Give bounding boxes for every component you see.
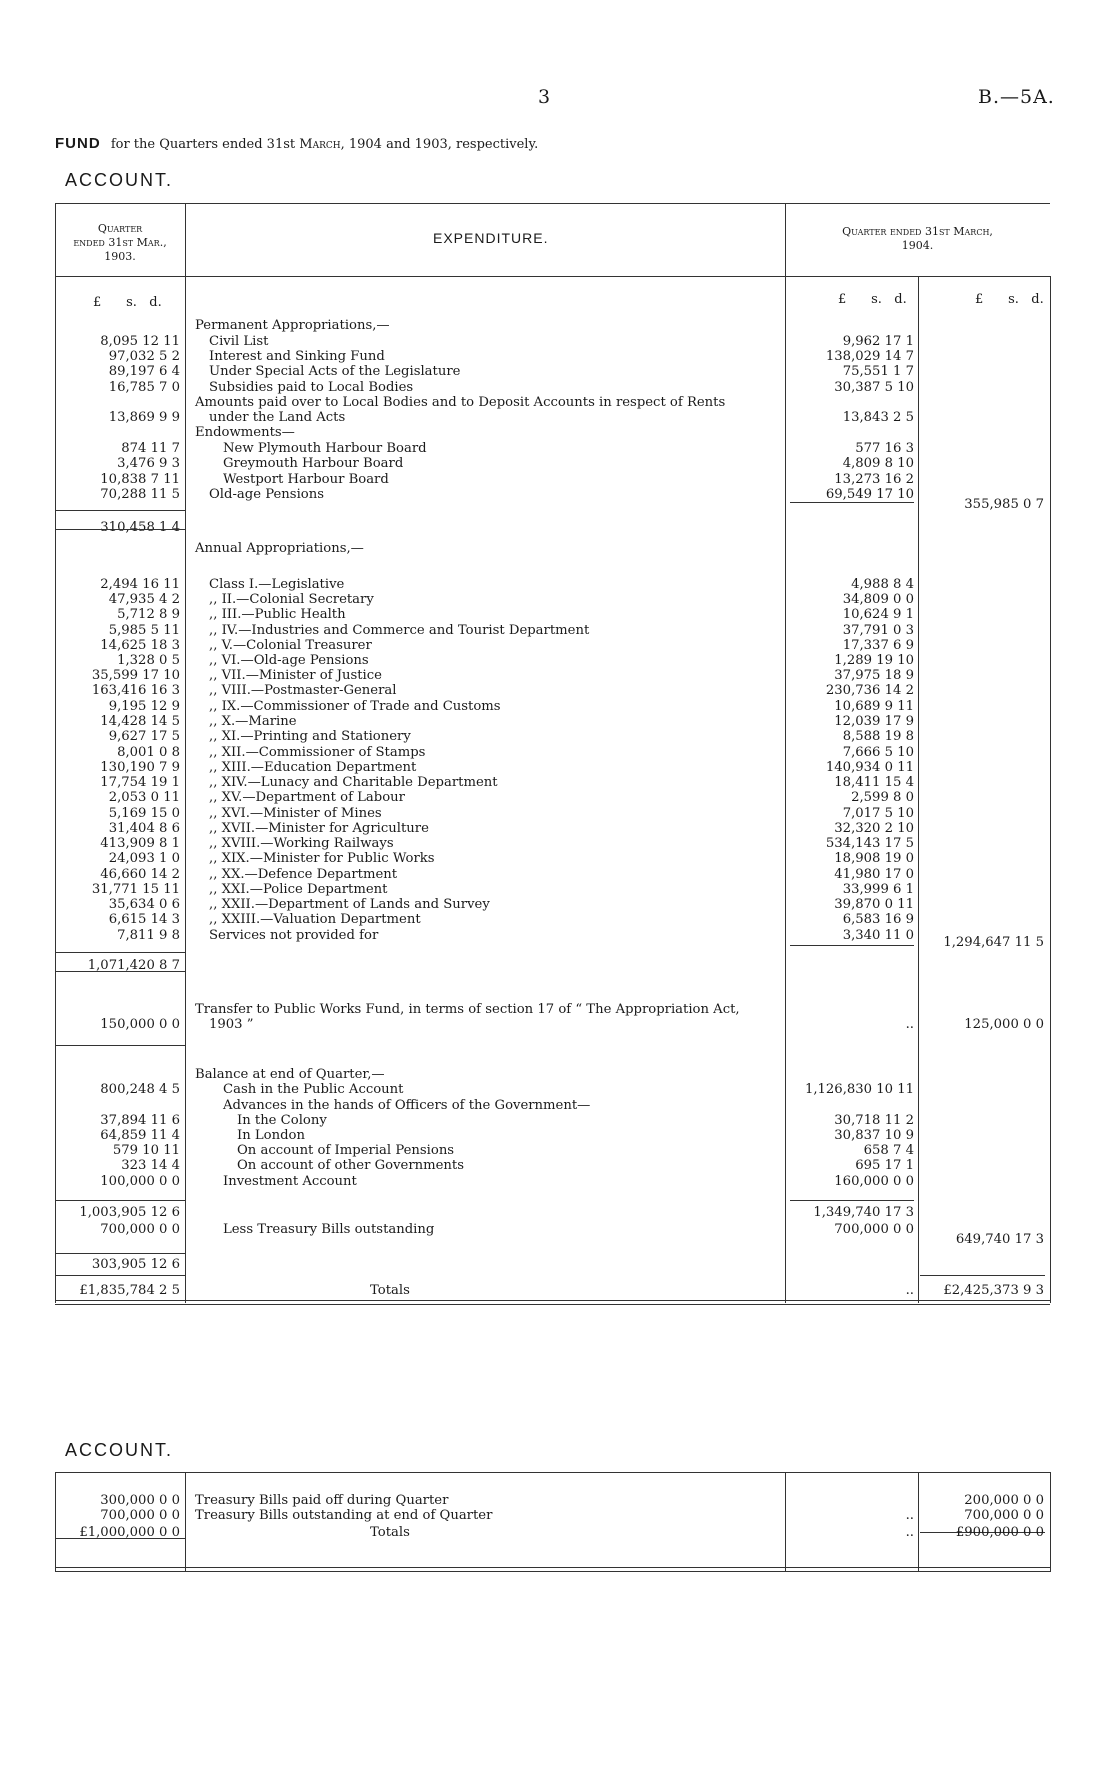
amount-1903: 97,032 5 2 bbox=[108, 349, 180, 364]
amount-1904-detail: 140,934 0 11 bbox=[825, 760, 914, 775]
amount-1904-total: 200,000 0 0 bbox=[964, 1493, 1044, 1508]
table-row bbox=[0, 1082, 1114, 1097]
amount-1903: 14,428 14 5 bbox=[100, 714, 180, 729]
amount-1904-detail: .. bbox=[905, 1017, 914, 1032]
amount-1903: 8,001 0 8 bbox=[117, 745, 180, 760]
row-label: ,, XV.—Department of Labour bbox=[209, 790, 405, 805]
row-label: ,, XX.—Defence Department bbox=[209, 867, 398, 882]
amount-1903: 1,328 0 5 bbox=[117, 653, 180, 668]
table-row bbox=[0, 1508, 1114, 1523]
amount-1903: 46,660 14 2 bbox=[100, 867, 180, 882]
row-label: under the Land Acts bbox=[209, 410, 346, 425]
amount-1903: 7,811 9 8 bbox=[117, 928, 180, 943]
amount-1904-detail: 12,039 17 9 bbox=[834, 714, 914, 729]
row-label: Permanent Appropriations,— bbox=[195, 318, 390, 333]
amount-1904-detail: .. bbox=[905, 1508, 914, 1523]
table-row bbox=[0, 441, 1114, 456]
amount-1903: 10,838 7 11 bbox=[100, 472, 180, 487]
table-row bbox=[0, 577, 1114, 592]
amount-1904-detail: 10,689 9 11 bbox=[834, 699, 914, 714]
amount-1904-total: £900,000 0 0 bbox=[955, 1525, 1044, 1540]
row-label: ,, III.—Public Health bbox=[209, 607, 346, 622]
row-label: ,, IV.—Industries and Commerce and Tourist Department bbox=[209, 623, 590, 638]
amount-1904-total: 125,000 0 0 bbox=[964, 1017, 1044, 1032]
amount-1904-detail: 9,962 17 1 bbox=[842, 334, 914, 349]
amount-1904-detail: 7,017 5 10 bbox=[842, 806, 914, 821]
table-row bbox=[0, 729, 1114, 744]
table-row bbox=[0, 456, 1114, 471]
amount-1903: 323 14 4 bbox=[121, 1158, 180, 1173]
row-label: Under Special Acts of the Legislature bbox=[209, 364, 461, 379]
amount-1903: 800,248 4 5 bbox=[100, 1082, 180, 1097]
row-label: Class I.—Legislative bbox=[209, 577, 345, 592]
table-row bbox=[0, 1493, 1114, 1508]
amount-1903: 130,190 7 9 bbox=[100, 760, 180, 775]
title-bold: FUND bbox=[55, 135, 101, 152]
amount-1904-total: £2,425,373 9 3 bbox=[943, 1283, 1044, 1298]
row-label: Old-age Pensions bbox=[209, 487, 324, 502]
table-row bbox=[0, 1113, 1114, 1128]
amount-1904-detail: 7,666 5 10 bbox=[842, 745, 914, 760]
table-row bbox=[0, 541, 1114, 556]
amount-1903: 100,000 0 0 bbox=[100, 1174, 180, 1189]
row-label: Balance at end of Quarter,— bbox=[195, 1067, 385, 1082]
amount-1904-total: 700,000 0 0 bbox=[964, 1508, 1044, 1523]
amount-1903: 579 10 11 bbox=[112, 1143, 180, 1158]
table-row bbox=[0, 1143, 1114, 1158]
table-row bbox=[0, 410, 1114, 425]
amount-1904-detail: 138,029 14 7 bbox=[825, 349, 914, 364]
table-row bbox=[0, 882, 1114, 897]
table-row bbox=[0, 1128, 1114, 1143]
table-row bbox=[0, 760, 1114, 775]
table-row bbox=[0, 935, 1114, 950]
table-row bbox=[0, 775, 1114, 790]
row-label: ,, VI.—Old-age Pensions bbox=[209, 653, 369, 668]
amount-1903: 14,625 18 3 bbox=[100, 638, 180, 653]
amount-1903: 310,458 1 4 bbox=[100, 520, 180, 535]
table-row bbox=[0, 425, 1114, 440]
table-row bbox=[0, 1232, 1114, 1247]
table-row bbox=[0, 472, 1114, 487]
table-row bbox=[0, 1098, 1114, 1113]
row-label: New Plymouth Harbour Board bbox=[223, 441, 427, 456]
amount-1904-detail: 3,340 11 0 bbox=[842, 928, 914, 943]
amount-1903: 163,416 16 3 bbox=[91, 683, 180, 698]
amount-1904-detail: 41,980 17 0 bbox=[834, 867, 914, 882]
amount-1903: 31,404 8 6 bbox=[108, 821, 180, 836]
table-row bbox=[0, 806, 1114, 821]
table-row bbox=[0, 1002, 1114, 1017]
amount-1904-total: 355,985 0 7 bbox=[964, 497, 1044, 512]
table-row bbox=[0, 714, 1114, 729]
row-label: Subsidies paid to Local Bodies bbox=[209, 380, 414, 395]
table-row bbox=[0, 745, 1114, 760]
table-row bbox=[0, 851, 1114, 866]
amount-1903: £1,000,000 0 0 bbox=[79, 1525, 180, 1540]
amount-1903: 150,000 0 0 bbox=[100, 1017, 180, 1032]
document-reference: B.—5A. bbox=[978, 86, 1055, 108]
row-label: ,, VIII.—Postmaster-General bbox=[209, 683, 397, 698]
amount-1904-detail: 2,599 8 0 bbox=[851, 790, 914, 805]
amount-1903: 6,615 14 3 bbox=[108, 912, 180, 927]
amount-1904-detail: 6,583 16 9 bbox=[842, 912, 914, 927]
amount-1903: 2,494 16 11 bbox=[100, 577, 180, 592]
amount-1903: 8,095 12 11 bbox=[100, 334, 180, 349]
table-row bbox=[0, 1174, 1114, 1189]
row-label: ,, XIV.—Lunacy and Charitable Department bbox=[209, 775, 498, 790]
row-label: On account of Imperial Pensions bbox=[237, 1143, 455, 1158]
table-row bbox=[0, 349, 1114, 364]
amount-1903: 700,000 0 0 bbox=[100, 1222, 180, 1237]
amount-1904-detail: .. bbox=[905, 1283, 914, 1298]
table-row bbox=[0, 897, 1114, 912]
title-text-2: , 1904 and 1903, respectively. bbox=[340, 137, 539, 152]
table-row bbox=[0, 1205, 1114, 1220]
table-row bbox=[0, 668, 1114, 683]
row-label: Services not provided for bbox=[209, 928, 379, 943]
table-row bbox=[0, 607, 1114, 622]
table-row bbox=[0, 867, 1114, 882]
table-row bbox=[0, 1067, 1114, 1082]
amount-1904-detail: 1,126,830 10 11 bbox=[804, 1082, 914, 1097]
amount-1903: 70,288 11 5 bbox=[100, 487, 180, 502]
amount-1903: 300,000 0 0 bbox=[100, 1493, 180, 1508]
amount-1904-detail: 695 17 1 bbox=[855, 1158, 914, 1173]
currency-label-mid: £ s. d. bbox=[838, 292, 907, 307]
amount-1903: 9,195 12 9 bbox=[108, 699, 180, 714]
table-row bbox=[0, 653, 1114, 668]
amount-1903: 5,985 5 11 bbox=[108, 623, 180, 638]
row-label: ,, XIX.—Minister for Public Works bbox=[209, 851, 435, 866]
amount-1904-detail: 39,870 0 11 bbox=[834, 897, 914, 912]
amount-1904-detail: 13,843 2 5 bbox=[842, 410, 914, 425]
row-label: ,, IX.—Commissioner of Trade and Customs bbox=[209, 699, 501, 714]
row-label: In the Colony bbox=[237, 1113, 327, 1128]
amount-1904-detail: .. bbox=[905, 1525, 914, 1540]
row-label: Interest and Sinking Fund bbox=[209, 349, 385, 364]
table-row bbox=[0, 520, 1114, 535]
table-row bbox=[0, 1158, 1114, 1173]
col-header-1904: Quarter ended 31st March, 1904. bbox=[842, 225, 993, 252]
row-label: Annual Appropriations,— bbox=[195, 541, 364, 556]
row-label: ,, XXIII.—Valuation Department bbox=[209, 912, 421, 927]
amount-1904-detail: 69,549 17 10 bbox=[825, 487, 914, 502]
row-label: ,, VII.—Minister of Justice bbox=[209, 668, 382, 683]
amount-1903: 31,771 15 11 bbox=[91, 882, 180, 897]
account-heading: ACCOUNT. bbox=[65, 170, 174, 190]
amount-1904-total: 649,740 17 3 bbox=[955, 1232, 1044, 1247]
row-label: ,, XVIII.—Working Railways bbox=[209, 836, 394, 851]
row-label: Transfer to Public Works Fund, in terms of section 17 of “ The Appropriation Act, bbox=[195, 1002, 740, 1017]
amount-1903: 3,476 9 3 bbox=[117, 456, 180, 471]
table-row bbox=[0, 380, 1114, 395]
col-header-1903: Quarter ended 31st Mar., 1903. bbox=[73, 222, 167, 263]
account-heading-2: ACCOUNT. bbox=[65, 1440, 174, 1460]
row-label: ,, XII.—Commissioner of Stamps bbox=[209, 745, 426, 760]
table-row bbox=[0, 790, 1114, 805]
row-label: ,, X.—Marine bbox=[209, 714, 297, 729]
currency-label-left: £ s. d. bbox=[93, 295, 162, 310]
table-row bbox=[0, 638, 1114, 653]
amount-1903: 413,909 8 1 bbox=[100, 836, 180, 851]
amount-1903: 64,859 11 4 bbox=[100, 1128, 180, 1143]
amount-1904-detail: 4,809 8 10 bbox=[842, 456, 914, 471]
row-label: Treasury Bills outstanding at end of Quarter bbox=[195, 1508, 493, 1523]
amount-1904-detail: 13,273 16 2 bbox=[834, 472, 914, 487]
amount-1904-detail: 700,000 0 0 bbox=[834, 1222, 914, 1237]
row-label: Greymouth Harbour Board bbox=[223, 456, 404, 471]
table-row bbox=[0, 623, 1114, 638]
amount-1904-detail: 32,320 2 10 bbox=[834, 821, 914, 836]
table-row bbox=[0, 683, 1114, 698]
amount-1904-detail: 37,791 0 3 bbox=[842, 623, 914, 638]
row-label: Totals bbox=[370, 1283, 410, 1298]
row-label: 1903 ” bbox=[209, 1017, 254, 1032]
table-row bbox=[0, 364, 1114, 379]
title-month: March bbox=[299, 137, 341, 152]
amount-1904-detail: 534,143 17 5 bbox=[825, 836, 914, 851]
page-number: 3 bbox=[538, 86, 551, 108]
amount-1904-detail: 30,718 11 2 bbox=[834, 1113, 914, 1128]
amount-1904-detail: 8,588 19 8 bbox=[842, 729, 914, 744]
table-row bbox=[0, 318, 1114, 333]
amount-1903: 47,935 4 2 bbox=[108, 592, 180, 607]
row-label: ,, XVI.—Minister of Mines bbox=[209, 806, 382, 821]
row-label: Amounts paid over to Local Bodies and to Deposit Accounts in respect of Rents bbox=[195, 395, 726, 410]
amount-1903: 37,894 11 6 bbox=[100, 1113, 180, 1128]
row-label: Civil List bbox=[209, 334, 269, 349]
amount-1904-detail: 18,411 15 4 bbox=[834, 775, 914, 790]
amount-1904-detail: 30,387 5 10 bbox=[834, 380, 914, 395]
amount-1904-detail: 230,736 14 2 bbox=[825, 683, 914, 698]
amount-1904-detail: 1,289 19 10 bbox=[834, 653, 914, 668]
amount-1903: 16,785 7 0 bbox=[108, 380, 180, 395]
page-title bbox=[55, 135, 538, 152]
row-label: On account of other Governments bbox=[237, 1158, 464, 1173]
amount-1903: 9,627 17 5 bbox=[108, 729, 180, 744]
amount-1903: 5,169 15 0 bbox=[108, 806, 180, 821]
row-label: Advances in the hands of Officers of the Government— bbox=[223, 1098, 591, 1113]
amount-1903: 874 11 7 bbox=[121, 441, 180, 456]
amount-1904-detail: 37,975 18 9 bbox=[834, 668, 914, 683]
row-label: ,, V.—Colonial Treasurer bbox=[209, 638, 372, 653]
row-label: ,, XVII.—Minister for Agriculture bbox=[209, 821, 429, 836]
table-row bbox=[0, 912, 1114, 927]
row-label: ,, XIII.—Education Department bbox=[209, 760, 417, 775]
amount-1904-total: 1,294,647 11 5 bbox=[943, 935, 1044, 950]
amount-1903: 700,000 0 0 bbox=[100, 1508, 180, 1523]
row-label: Endowments— bbox=[195, 425, 295, 440]
amount-1903: 1,071,420 8 7 bbox=[87, 958, 180, 973]
amount-1904-detail: 577 16 3 bbox=[855, 441, 914, 456]
table-row bbox=[0, 836, 1114, 851]
amount-1904-detail: 4,988 8 4 bbox=[851, 577, 914, 592]
col-header-expenditure: EXPENDITURE. bbox=[433, 230, 549, 246]
row-label: Less Treasury Bills outstanding bbox=[223, 1222, 435, 1237]
table-row bbox=[0, 821, 1114, 836]
amount-1903: 17,754 19 1 bbox=[100, 775, 180, 790]
amount-1904-detail: 75,551 1 7 bbox=[842, 364, 914, 379]
amount-1903: £1,835,784 2 5 bbox=[79, 1283, 180, 1298]
amount-1904-detail: 30,837 10 9 bbox=[834, 1128, 914, 1143]
amount-1904-detail: 1,349,740 17 3 bbox=[813, 1205, 914, 1220]
table-row bbox=[0, 1257, 1114, 1272]
table-row bbox=[0, 1283, 1114, 1298]
amount-1903: 2,053 0 11 bbox=[108, 790, 180, 805]
amount-1903: 1,003,905 12 6 bbox=[79, 1205, 180, 1220]
amount-1903: 35,599 17 10 bbox=[91, 668, 180, 683]
title-text-1: for the Quarters ended 31st bbox=[110, 137, 296, 152]
amount-1904-detail: 160,000 0 0 bbox=[834, 1174, 914, 1189]
table-row bbox=[0, 592, 1114, 607]
table-row bbox=[0, 699, 1114, 714]
row-label: Westport Harbour Board bbox=[223, 472, 389, 487]
table-row bbox=[0, 395, 1114, 410]
amount-1903: 5,712 8 9 bbox=[117, 607, 180, 622]
table-row bbox=[0, 1525, 1114, 1540]
amount-1904-detail: 34,809 0 0 bbox=[842, 592, 914, 607]
row-label: ,, XXI.—Police Department bbox=[209, 882, 388, 897]
row-label: Treasury Bills paid off during Quarter bbox=[195, 1493, 449, 1508]
row-label: Cash in the Public Account bbox=[223, 1082, 404, 1097]
amount-1904-detail: 33,999 6 1 bbox=[842, 882, 914, 897]
table-row bbox=[0, 1017, 1114, 1032]
amount-1904-detail: 10,624 9 1 bbox=[842, 607, 914, 622]
row-label: Investment Account bbox=[223, 1174, 357, 1189]
amount-1903: 24,093 1 0 bbox=[108, 851, 180, 866]
amount-1903: 13,869 9 9 bbox=[108, 410, 180, 425]
row-label: ,, XI.—Printing and Stationery bbox=[209, 729, 411, 744]
amount-1904-detail: 17,337 6 9 bbox=[842, 638, 914, 653]
row-label: In London bbox=[237, 1128, 305, 1143]
currency-label-right: £ s. d. bbox=[975, 292, 1044, 307]
amount-1904-detail: 658 7 4 bbox=[863, 1143, 914, 1158]
table-row bbox=[0, 334, 1114, 349]
amount-1903: 303,905 12 6 bbox=[91, 1257, 180, 1272]
row-label: ,, XXII.—Department of Lands and Survey bbox=[209, 897, 490, 912]
row-label: ,, II.—Colonial Secretary bbox=[209, 592, 374, 607]
amount-1903: 89,197 6 4 bbox=[108, 364, 180, 379]
row-label: Totals bbox=[370, 1525, 410, 1540]
amount-1903: 35,634 0 6 bbox=[108, 897, 180, 912]
amount-1904-detail: 18,908 19 0 bbox=[834, 851, 914, 866]
